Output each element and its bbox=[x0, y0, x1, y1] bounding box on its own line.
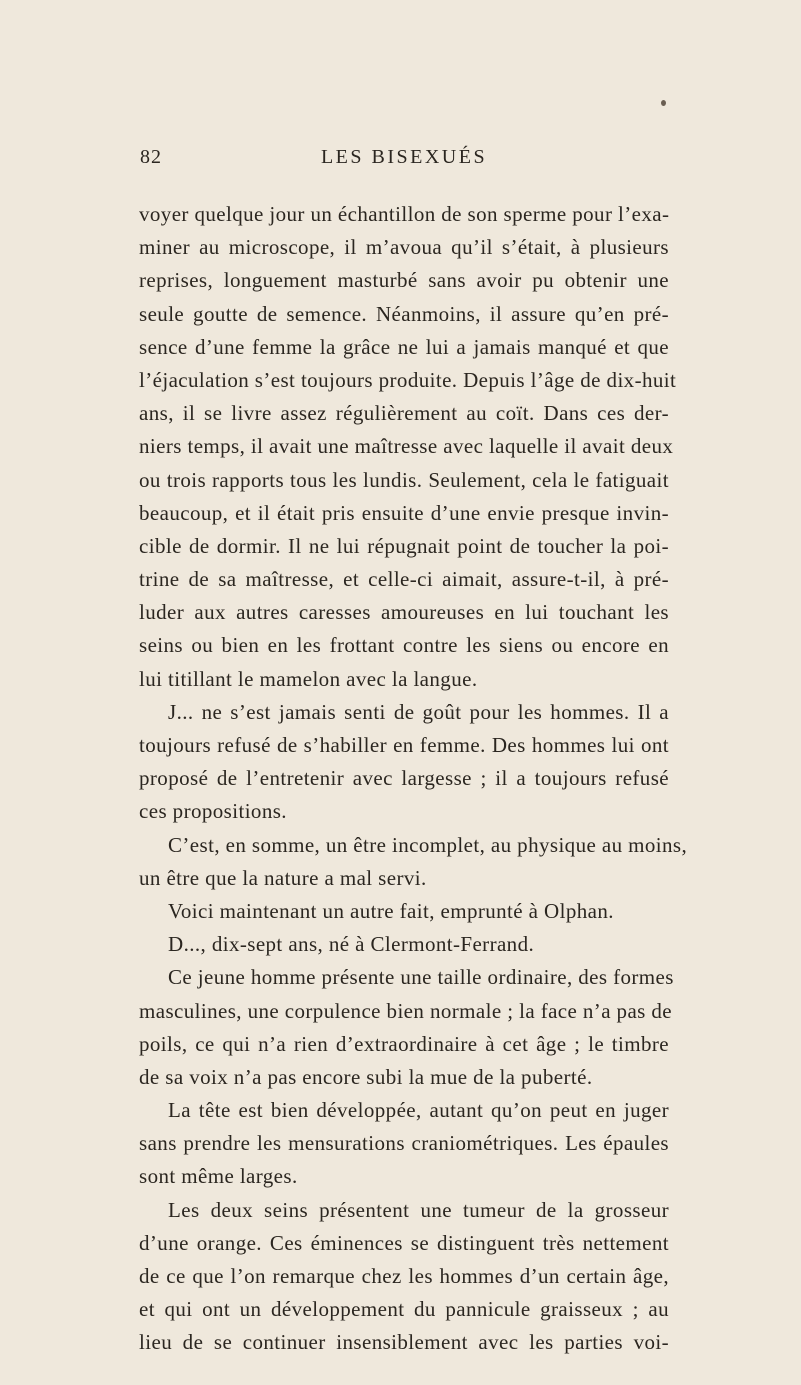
text-line: luder aux autres caresses amoureuses en lui touchant les bbox=[139, 600, 669, 625]
text-line: Les deux seins présentent une tumeur de la grosseur bbox=[168, 1197, 669, 1222]
text-line: ou trois rapports tous les lundis. Seulement, cela le fatiguait bbox=[139, 467, 669, 492]
text-line: La tête est bien développée, autant qu’on peut en juger bbox=[168, 1098, 669, 1123]
text-line: lieu de se continuer insensiblement avec les parties voi- bbox=[139, 1330, 669, 1355]
text-line: proposé de l’entretenir avec largesse ; il a toujours refusé bbox=[139, 766, 669, 791]
book-title: LES BISEXUÉS bbox=[320, 146, 488, 168]
text-line: Ce jeune homme présente une taille ordinaire, des formes bbox=[168, 965, 674, 990]
text-line: ans, il se livre assez régulièrement au coït. Dans ces der- bbox=[139, 401, 669, 426]
text-line: lui titillant le mamelon avec la langue. bbox=[139, 666, 478, 691]
text-line: un être que la nature a mal servi. bbox=[139, 865, 427, 890]
text-line: beaucoup, et il était pris ensuite d’une envie presque invin- bbox=[139, 500, 669, 525]
text-line: d’une orange. Ces éminences se distinguent très nettement bbox=[139, 1230, 669, 1255]
text-line: de sa voix n’a pas encore subi la mue de la puberté. bbox=[139, 1064, 593, 1089]
text-line: de ce que l’on remarque chez les hommes d’un certain âge, bbox=[139, 1264, 669, 1288]
text-line: seule goutte de semence. Néanmoins, il assure qu’en pré- bbox=[139, 301, 669, 326]
text-line: C’est, en somme, un être incomplet, au physique au moins, bbox=[168, 832, 688, 857]
ink-speck bbox=[661, 100, 666, 106]
text-line: miner au microscope, il m’avoua qu’il s’était, à plusieurs bbox=[139, 235, 669, 260]
text-line: reprises, longuement masturbé sans avoir pu obtenir une bbox=[139, 268, 669, 293]
page-number: 82 bbox=[140, 146, 162, 168]
text-line: masculines, une corpulence bien normale ; la face n’a pas de bbox=[139, 998, 673, 1023]
text-line: cible de dormir. Il ne lui répugnait point de toucher la poi- bbox=[139, 533, 669, 558]
text-line: trine de sa maîtresse, et celle-ci aimait, assure-t-il, à pré- bbox=[139, 567, 669, 592]
text-line: sans prendre les mensurations craniométriques. Les épaules bbox=[139, 1131, 669, 1156]
text-line: et qui ont un développement du pannicule graisseux ; au bbox=[139, 1297, 669, 1322]
text-line: ces propositions. bbox=[139, 799, 287, 824]
text-line: D..., dix-sept ans, né à Clermont-Ferrand. bbox=[168, 932, 535, 957]
text-line: seins ou bien en les frottant contre les siens ou encore en bbox=[139, 633, 669, 658]
text-line: sence d’une femme la grâce ne lui a jamais manqué et que bbox=[139, 334, 669, 359]
text-line: poils, ce qui n’a rien d’extraordinaire à cet âge ; le timbre bbox=[139, 1031, 669, 1056]
text-line: niers temps, il avait une maîtresse avec laquelle il avait deux bbox=[139, 434, 674, 459]
text-line: l’éjaculation s’est toujours produite. Depuis l’âge de dix-huit bbox=[139, 367, 677, 392]
text-line: sont même larges. bbox=[139, 1164, 298, 1189]
text-line: toujours refusé de s’habiller en femme. Des hommes lui ont bbox=[139, 733, 669, 757]
text-line: Voici maintenant un autre fait, emprunté à Olphan. bbox=[168, 898, 614, 923]
text-line: voyer quelque jour un échantillon de son sperme pour l’exa- bbox=[139, 202, 670, 226]
body-text bbox=[139, 198, 688, 1360]
text-line: J... ne s’est jamais senti de goût pour les hommes. Il a bbox=[168, 699, 669, 724]
running-head bbox=[140, 146, 668, 176]
